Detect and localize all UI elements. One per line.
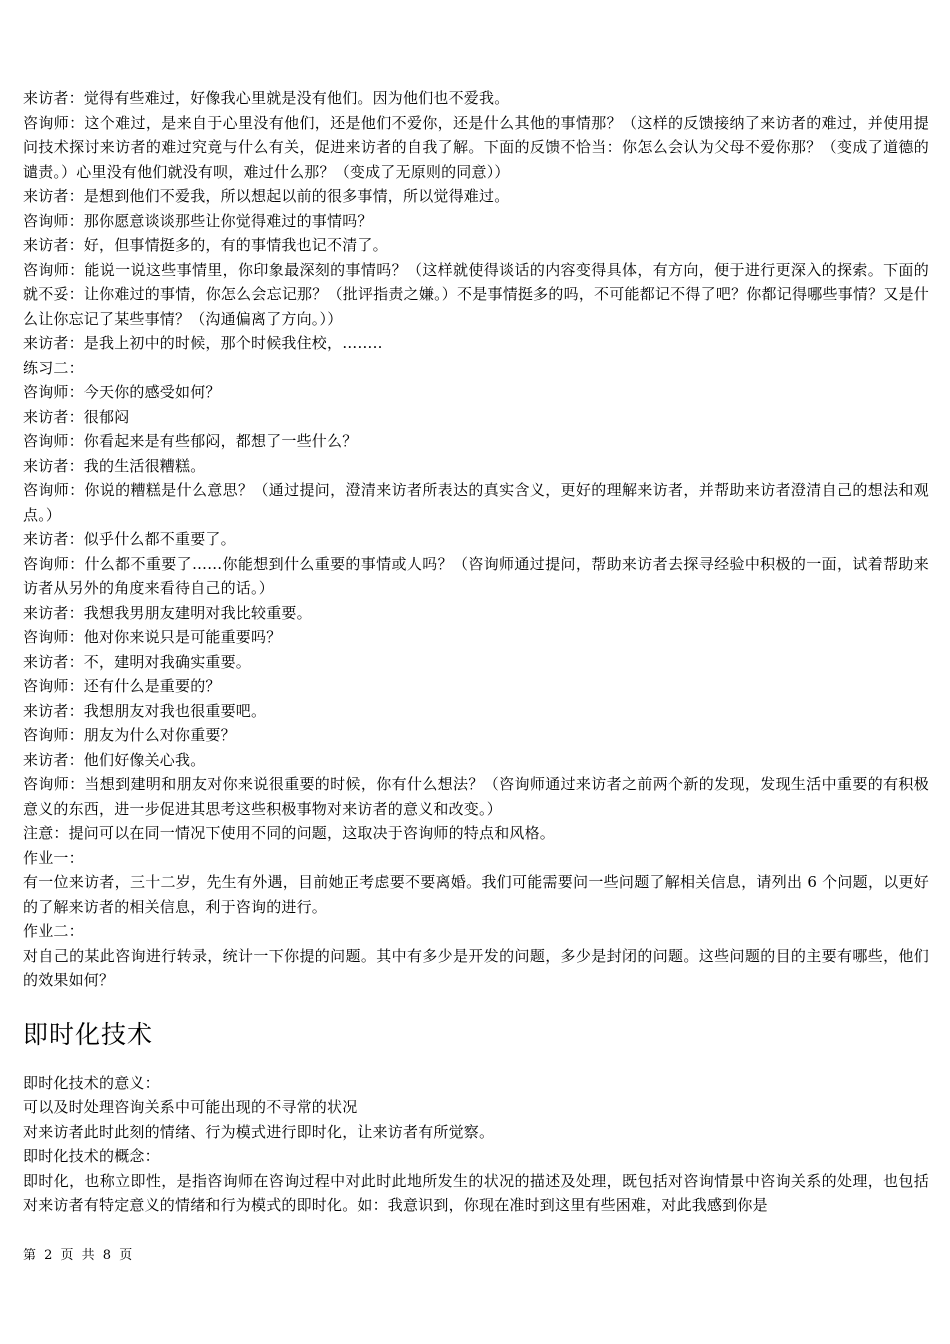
homework-label: 作业一：: [23, 848, 84, 867]
paragraph: 咨询师：能说一说这些事情里，你印象最深刻的事情吗？（这样就使得谈话的内容变得具体，有方向，便于进行更深入的探索。下面的就不妥：让你难过的事情，你怎么会忘记那？（批评指责之嫌。）不是事情挺多的吗，不可能都记不得了吧？你都记得哪些事情？又是什么让你忘记了某些事情？（沟通偏离了方向。））: [23, 260, 929, 328]
document-page: [23, 86, 929, 1218]
homework-label: 作业二：: [23, 922, 84, 940]
dialogue-section: [23, 86, 929, 993]
paragraph: 即时化，也称立即性，是指咨询师在咨询过程中对此时此地所发生的状况的描述及处理，既包括对咨询情景中咨询关系的处理，也包括对来访者有特定意义的情绪和行为模式的即时化。如：我意识到，你现在准时到这里有些困难，对此我感到你是: [23, 1171, 929, 1214]
paragraph: 咨询师：你看起来是有些郁闷，都想了一些什么？: [23, 432, 358, 450]
paragraph: 来访者：似乎什么都不重要了。: [23, 530, 236, 548]
paragraph: 咨询师：他对你来说只是可能重要吗？: [23, 628, 282, 646]
paragraph: 即时化技术的概念：: [23, 1147, 160, 1165]
paragraph: 咨询师：今天你的感受如何？: [23, 383, 221, 401]
paragraph: 有一位来访者，三十二岁，先生有外遇，目前她正考虑要不要离婚。我们可能需要问一些问题了解相关信息，请列出 6 个问题，以更好的了解来访者的相关信息，利于咨询的进行。: [23, 873, 929, 916]
paragraph: 咨询师：朋友为什么对你重要？: [23, 726, 236, 744]
paragraph: 对来访者此时此刻的情绪、行为模式进行即时化，让来访者有所觉察。: [23, 1122, 495, 1141]
paragraph: 咨询师：那你愿意谈谈那些让你觉得难过的事情吗？: [23, 211, 373, 230]
paragraph: 即时化技术的意义：: [23, 1073, 160, 1092]
paragraph: 来访者：觉得有些难过，好像我心里就是没有他们。因为他们也不爱我。: [23, 89, 510, 107]
page-number-footer: 第 2 页 共 8 页: [23, 1248, 135, 1263]
paragraph: 来访者：我的生活很糟糕。: [23, 456, 206, 475]
paragraph: 来访者：好，但事情挺多的，有的事情我也记不清了。: [23, 236, 388, 254]
paragraph: 来访者：我想朋友对我也很重要吧。: [23, 701, 267, 720]
immediacy-section: [23, 1071, 929, 1218]
paragraph: 来访者：是我上初中的时候，那个时候我住校，……..: [23, 334, 383, 352]
paragraph: 咨询师：当想到建明和朋友对你来说很重要的时候，你有什么想法？（咨询师通过来访者之前两个新的发现，发现生活中重要的有积极意义的东西，进一步促进其思考这些积极事物对来访者的意义和改变。）: [23, 775, 929, 818]
paragraph: 咨询师：这个难过，是来自于心里没有他们，还是他们不爱你，还是什么其他的事情那？（这样的反馈接纳了来访者的难过，并使用提问技术探讨来访者的难过究竟与什么有关，促进来访者的自我了解。下面的反馈不恰当：你怎么会认为父母不爱你那？（变成了道德的谴责。）心里没有他们就没有呗，难过什么那？（变成了无原则的同意））: [23, 113, 929, 181]
paragraph: 可以及时处理咨询关系中可能出现的不寻常的状况: [23, 1098, 358, 1116]
paragraph: 来访者：是想到他们不爱我，所以想起以前的很多事情，所以觉得难过。: [23, 187, 510, 205]
paragraph: 咨询师：还有什么是重要的？: [23, 677, 221, 695]
paragraph: 咨询师：什么都不重要了……你能想到什么重要的事情或人吗？（咨询师通过提问，帮助来访者去探寻经验中积极的一面，试着帮助来访者从另外的角度来看待自己的话。）: [23, 554, 929, 597]
paragraph: 来访者：他们好像关心我。: [23, 750, 206, 769]
paragraph: 来访者：我想我男朋友建明对我比较重要。: [23, 603, 312, 622]
paragraph: 来访者：很郁闷: [23, 407, 130, 426]
paragraph: 咨询师：你说的糟糕是什么意思？（通过提问，澄清来访者所表达的真实含义，更好的理解来访者，并帮助来访者澄清自己的想法和观点。）: [23, 481, 929, 524]
exercise-label: 练习二：: [23, 358, 84, 377]
note-paragraph: 注意：提问可以在同一情况下使用不同的问题，这取决于咨询师的特点和风格。: [23, 824, 556, 842]
paragraph: 来访者：不，建明对我确实重要。: [23, 652, 252, 671]
paragraph: 对自己的某此咨询进行转录，统计一下你提的问题。其中有多少是开发的问题，多少是封闭的问题。这些问题的目的主要有哪些，他们的效果如何？: [23, 946, 929, 989]
section-heading: 即时化技术: [23, 1019, 154, 1049]
